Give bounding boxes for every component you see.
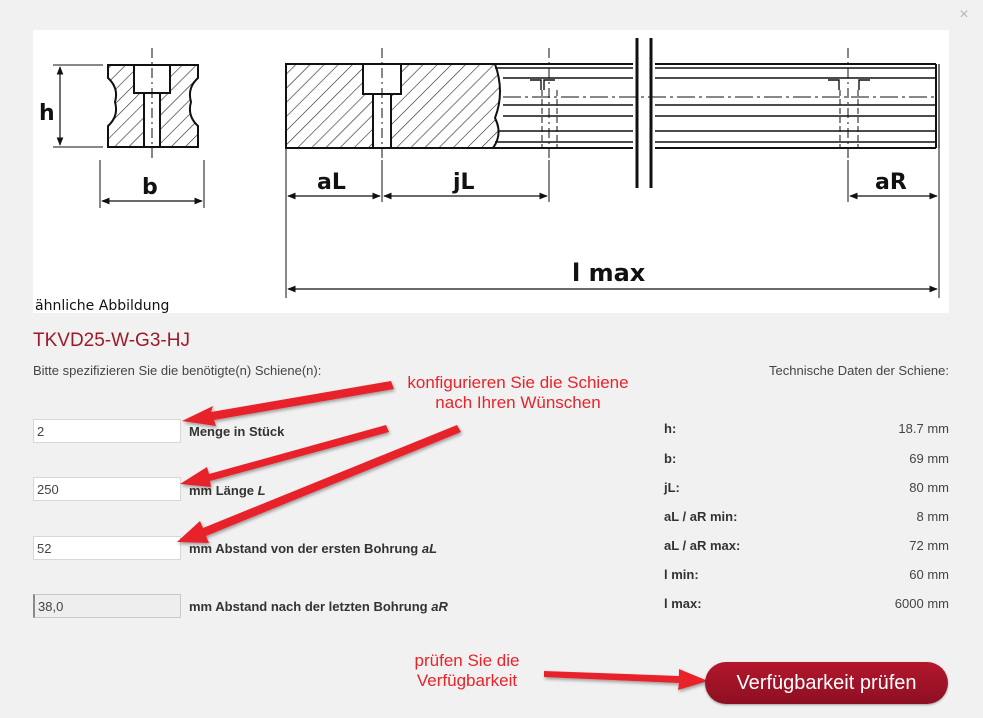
diagram-caption: ähnliche Abbildung	[35, 298, 170, 313]
arrow-to-quantity	[182, 381, 394, 426]
spec-value: 18.7 mm	[898, 421, 949, 436]
dim-jl-label: jL	[453, 170, 475, 195]
dim-b-label: b	[142, 175, 158, 200]
spec-key: aL / aR min:	[664, 509, 738, 524]
dim-lmax-label: l max	[572, 259, 646, 287]
spec-value: 69 mm	[909, 451, 949, 466]
quantity-label: Menge in Stück	[189, 424, 285, 439]
spec-key: l min:	[664, 567, 699, 582]
close-icon[interactable]: ×	[959, 6, 969, 23]
spec-value: 72 mm	[909, 538, 949, 553]
dim-h-label: h	[39, 101, 55, 126]
tech-heading: Technische Daten der Schiene:	[769, 363, 949, 378]
arrow-to-check-button	[544, 669, 708, 690]
spec-value: 80 mm	[909, 480, 949, 495]
dim-al-label: aL	[317, 170, 346, 195]
spec-key: l max:	[664, 596, 702, 611]
last-hole-distance-label: mm Abstand nach der letzten Bohrung aR	[189, 599, 448, 614]
spec-value: 60 mm	[909, 567, 949, 582]
product-title: TKVD25-W-G3-HJ	[33, 330, 190, 351]
spec-key: jL:	[664, 480, 680, 495]
annotation-configure: konfigurieren Sie die Schiene nach Ihren Wünschen	[407, 373, 629, 412]
spec-value: 8 mm	[916, 509, 949, 524]
spec-value: 6000 mm	[894, 596, 949, 611]
arrow-to-first-hole	[177, 425, 461, 543]
arrow-to-length	[180, 425, 389, 487]
spec-key: aL / aR max:	[664, 538, 741, 553]
first-hole-distance-label: mm Abstand von der ersten Bohrung aL	[189, 541, 438, 556]
check-availability-button[interactable]: Verfügbarkeit prüfen	[705, 662, 948, 704]
spec-key: b:	[664, 451, 677, 466]
spec-key: h:	[664, 421, 677, 436]
annotation-check: prüfen Sie die Verfügbarkeit	[414, 651, 520, 690]
length-label: mm Länge L	[189, 483, 266, 498]
form-intro: Bitte spezifizieren Sie die benötigte(n) Schiene(n):	[33, 363, 322, 378]
dim-ar-label: aR	[875, 170, 907, 195]
